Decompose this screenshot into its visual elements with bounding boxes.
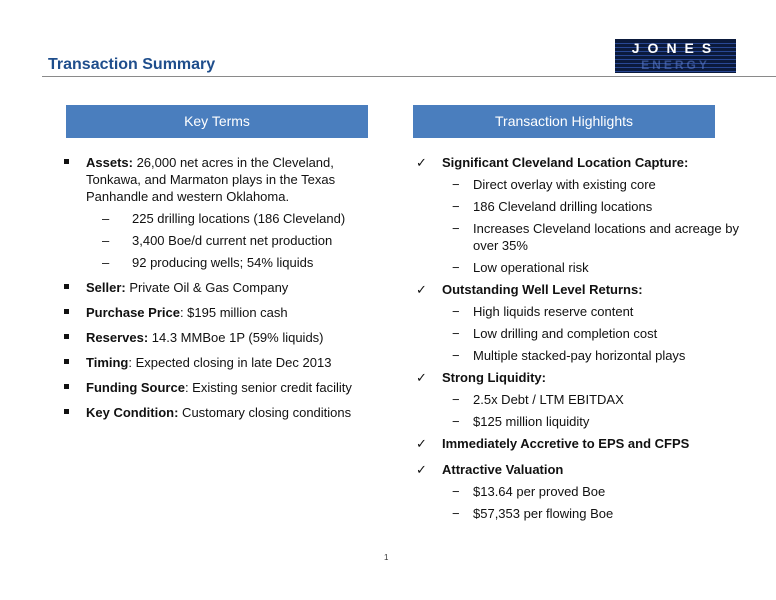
list-item: − Multiple stacked-pay horizontal plays	[452, 348, 686, 363]
list-item: − High liquids reserve content	[452, 304, 634, 319]
highlight-location-capture: ✓ Significant Cleveland Location Capture: − Direct overlay with existing core − 186 Cleveland drilling locations − Increases Cleveland locations and acreage by over 35% − Low operational risk	[414, 154, 744, 276]
list-item: – 92 producing wells; 54% liquids	[102, 255, 314, 270]
list-item: − $13.64 per proved Boe	[452, 484, 606, 499]
square-bullet-icon	[64, 334, 69, 339]
highlight-well-returns: ✓ Outstanding Well Level Returns: − High liquids reserve content − Low drilling and completion cost − Multiple stacked-pay horizontal plays	[414, 281, 744, 364]
key-term-seller: Seller: Private Oil & Gas Company	[60, 279, 380, 296]
dash-bullet-icon: −	[452, 392, 460, 407]
key-term-reserves: Reserves: 14.3 MMBoe 1P (59% liquids)	[60, 329, 380, 346]
list-item: – 3,400 Boe/d current net production	[102, 233, 333, 248]
square-bullet-icon	[64, 384, 69, 389]
highlight-accretive: ✓ Immediately Accretive to EPS and CFPS	[416, 436, 690, 451]
square-bullet-icon	[64, 409, 69, 414]
key-terms-header: Key Terms	[66, 105, 368, 138]
key-term-funding-source: Funding Source: Existing senior credit facility	[60, 379, 380, 396]
checkmark-icon: ✓	[416, 462, 427, 477]
key-terms-list	[60, 154, 380, 429]
dash-bullet-icon: −	[452, 304, 460, 319]
transaction-highlights-list	[414, 154, 744, 527]
square-bullet-icon	[64, 284, 69, 289]
list-item: − $57,353 per flowing Boe	[452, 506, 614, 521]
list-item: − Direct overlay with existing core	[452, 177, 656, 192]
transaction-highlights-header: Transaction Highlights	[413, 105, 715, 138]
dash-bullet-icon: −	[452, 348, 460, 363]
dash-bullet-icon: −	[452, 484, 460, 499]
dash-bullet-icon: −	[452, 260, 460, 275]
list-item: – 225 drilling locations (186 Cleveland)	[102, 211, 346, 226]
key-term-purchase-price: Purchase Price: $195 million cash	[60, 304, 380, 321]
logo-wordmark: JONES	[631, 40, 720, 56]
list-item: − $125 million liquidity	[452, 414, 590, 429]
dash-bullet-icon: –	[102, 211, 110, 226]
list-item: − 186 Cleveland drilling locations	[452, 199, 653, 214]
dash-bullet-icon: −	[452, 221, 460, 236]
square-bullet-icon	[64, 309, 69, 314]
dash-bullet-icon: −	[452, 506, 460, 521]
page-number: 1	[384, 553, 389, 562]
logo-subtext: ENERGY	[641, 58, 710, 72]
highlight-valuation: ✓ Attractive Valuation − $13.64 per proved Boe − $57,353 per flowing Boe	[414, 461, 744, 522]
list-item: − Low drilling and completion cost	[452, 326, 658, 341]
dash-bullet-icon: –	[102, 233, 110, 248]
jones-energy-logo	[615, 39, 736, 73]
list-item: − Low operational risk	[452, 260, 589, 275]
checkmark-icon: ✓	[416, 282, 427, 297]
key-term-timing: Timing: Expected closing in late Dec 2013	[60, 354, 380, 371]
page-title: Transaction Summary	[48, 56, 216, 73]
dash-bullet-icon: −	[452, 326, 460, 341]
checkmark-icon: ✓	[416, 155, 427, 170]
list-item: − Increases Cleveland locations and acreage by over 35%	[452, 221, 739, 253]
dash-bullet-icon: −	[452, 414, 460, 429]
dash-bullet-icon: −	[452, 199, 460, 214]
square-bullet-icon	[64, 159, 69, 164]
dash-bullet-icon: −	[452, 177, 460, 192]
key-term-assets: Assets: 26,000 net acres in the Cleveland, Tonkawa, and Marmaton plays in the Texas Panhandle and western Oklahoma. – 225 drilling locations (186 Cleveland) – 3,400 Boe/d current net production – 92 producing wells; 54% liquids	[60, 154, 380, 271]
square-bullet-icon	[64, 359, 69, 364]
list-item: − 2.5x Debt / LTM EBITDAX	[452, 392, 624, 407]
checkmark-icon: ✓	[416, 436, 427, 451]
highlight-liquidity: ✓ Strong Liquidity: − 2.5x Debt / LTM EBITDAX − $125 million liquidity	[414, 369, 744, 430]
checkmark-icon: ✓	[416, 370, 427, 385]
key-term-key-condition: Key Condition: Customary closing conditions	[60, 404, 380, 421]
title-divider	[42, 76, 776, 77]
dash-bullet-icon: –	[102, 255, 110, 270]
